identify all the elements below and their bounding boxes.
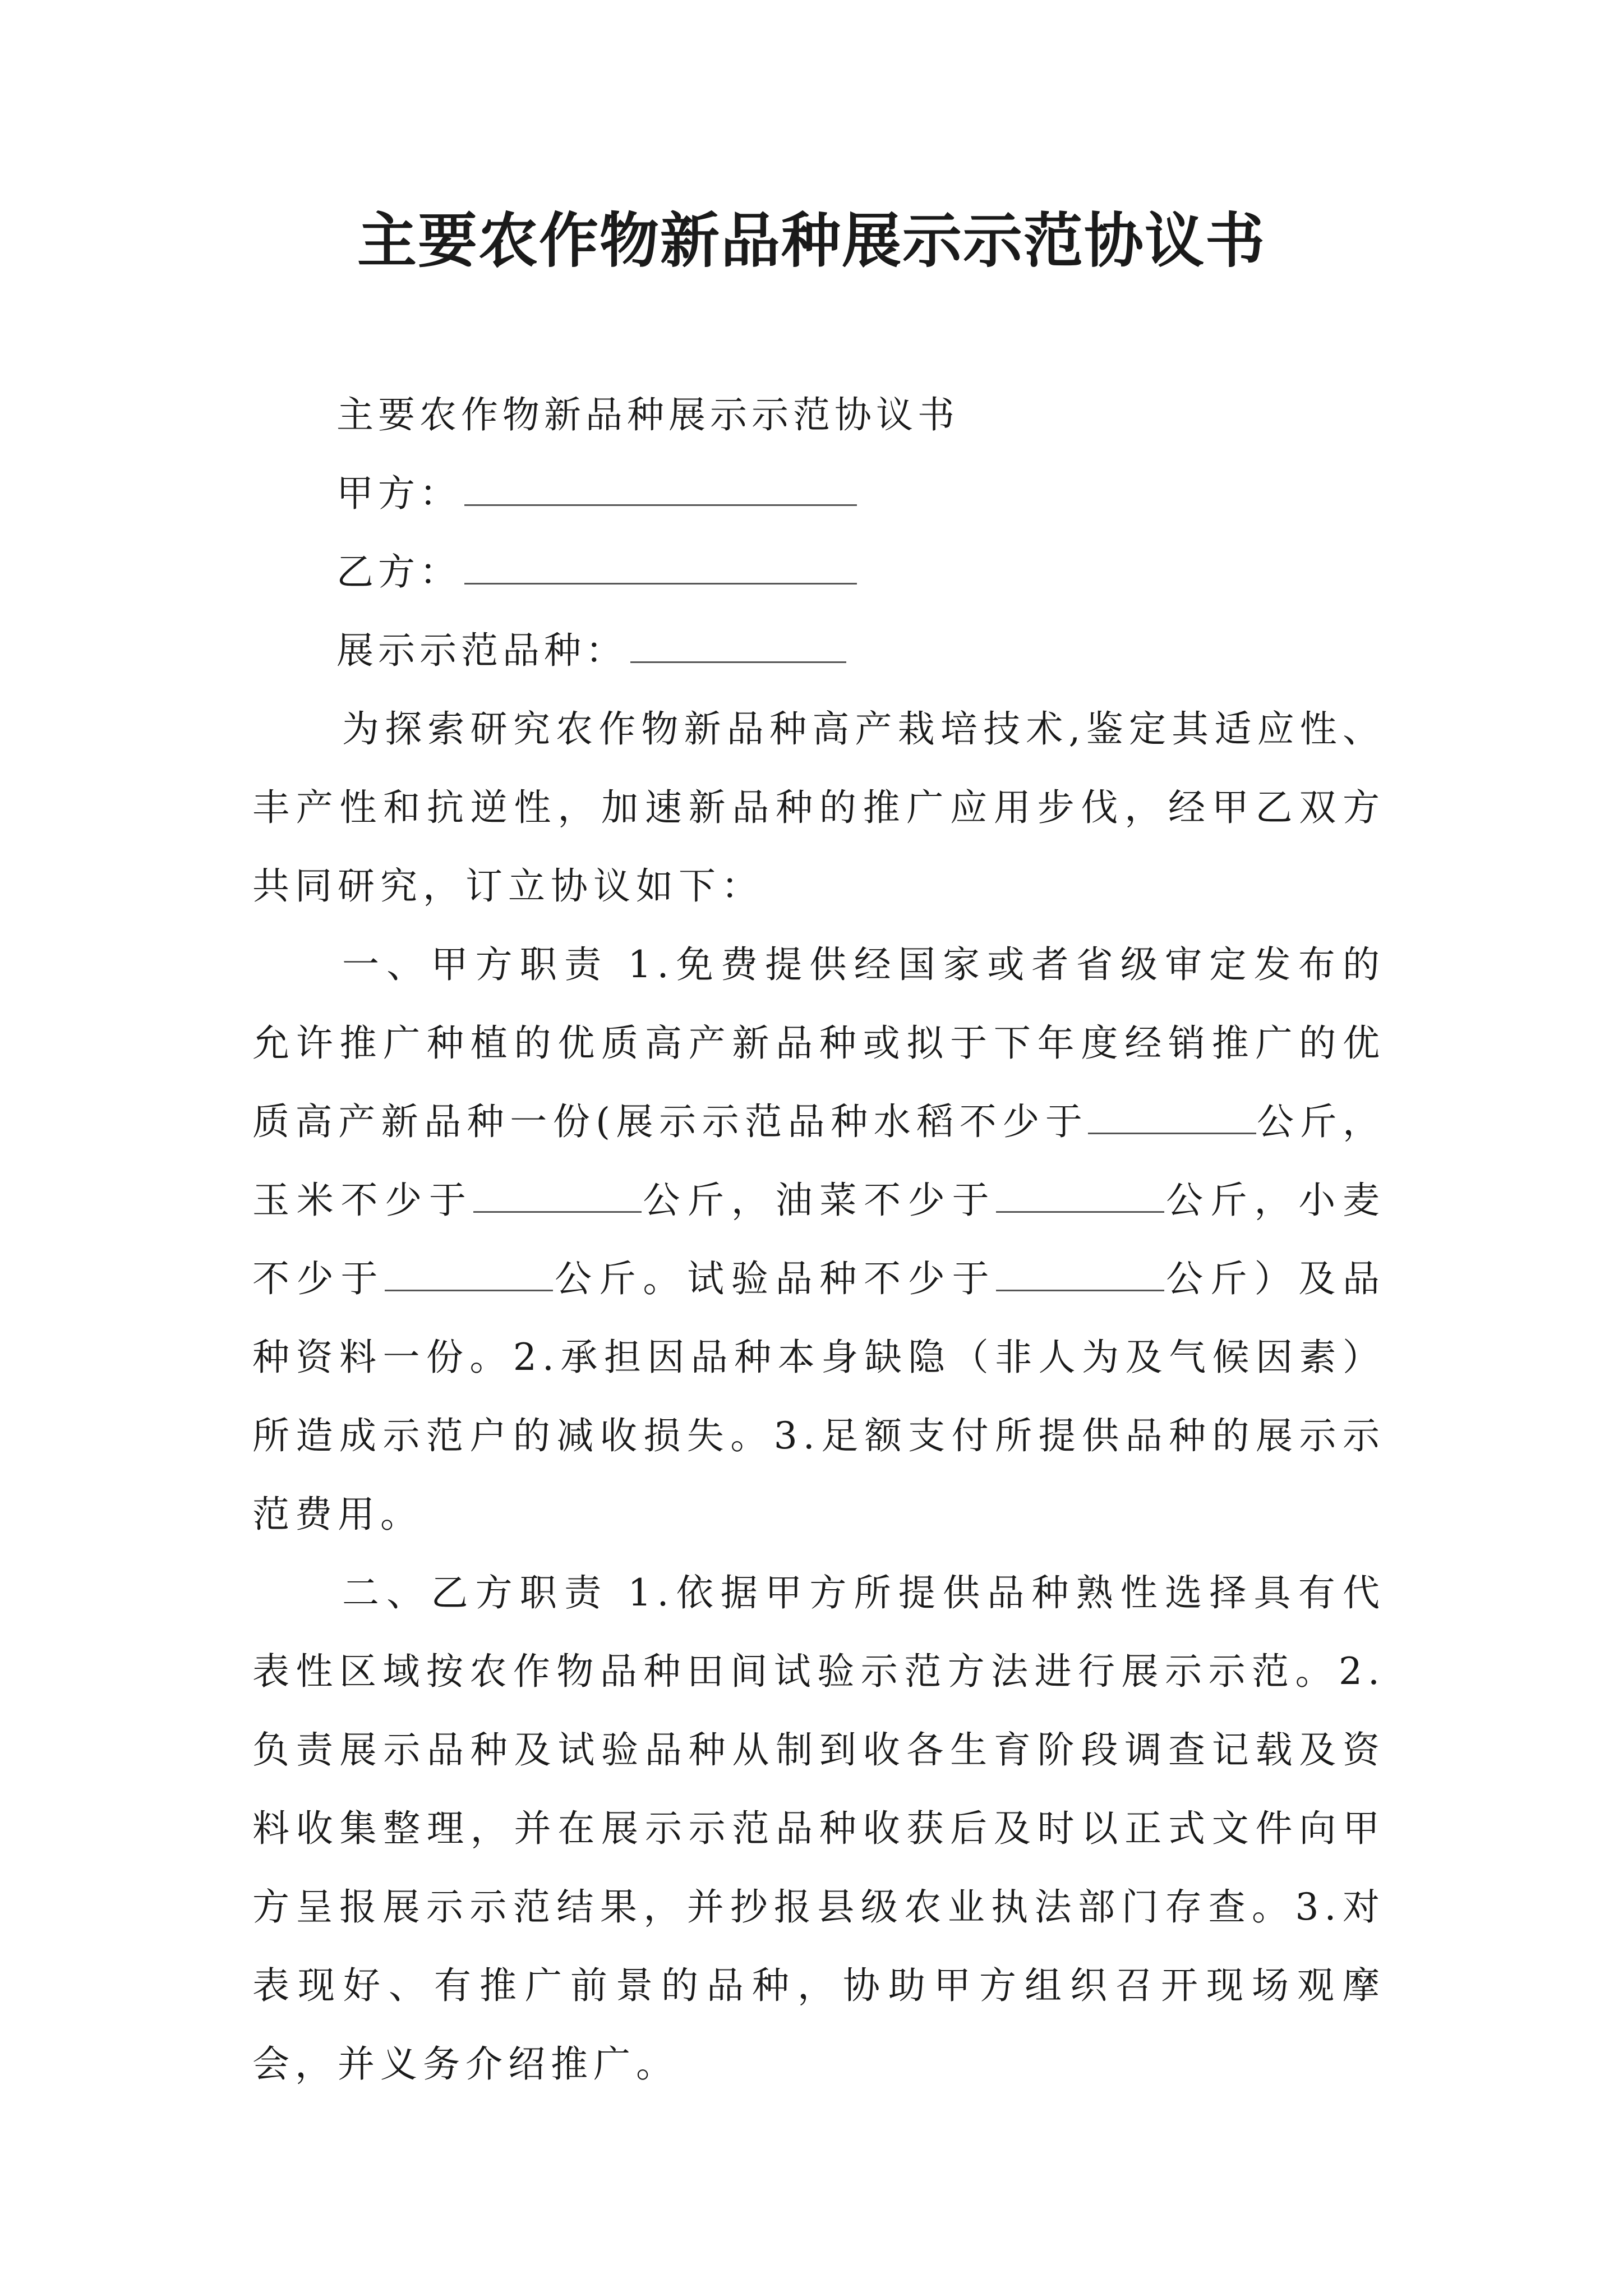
- section-1-text-3: 公斤，油菜不少于: [641, 1179, 997, 1222]
- party-a-blank[interactable]: [464, 472, 857, 506]
- document-body: [252, 376, 1385, 2104]
- document-subtitle: 主要农作物新品种展示示范协议书: [336, 393, 959, 436]
- party-b-line: [252, 533, 1385, 611]
- section-1-text-5: 公斤。试验品种不少于: [553, 1257, 997, 1300]
- section-1-text-4: 公斤，小麦不少于: [252, 1179, 1386, 1300]
- wheat-quantity-blank[interactable]: [385, 1258, 553, 1291]
- trial-variety-quantity-blank[interactable]: [996, 1258, 1164, 1291]
- section-1-text-2: 公斤，玉米不少于: [252, 1100, 1386, 1222]
- party-b-blank[interactable]: [464, 550, 857, 585]
- rapeseed-quantity-blank[interactable]: [996, 1180, 1164, 1213]
- party-a-label: 甲方：: [336, 472, 461, 515]
- corn-quantity-blank[interactable]: [473, 1180, 642, 1213]
- variety-blank[interactable]: [630, 629, 846, 663]
- party-b-label: 乙方：: [336, 550, 461, 593]
- intro-paragraph: 为探索研究农作物新品种高产栽培技术,鉴定其适应性、丰产性和抗逆性，加速新品种的推广应用步伐，经甲乙双方共同研究，订立协议如下：: [252, 707, 1385, 908]
- section-1-text-1: 一、甲方职责 1.免费提供经国家或者省级审定发布的允许推广种植的优质高产新品种或拟于下年度经销推广的优质高产新品种一份(展示示范品种水稻不少于: [252, 943, 1385, 1143]
- rice-quantity-blank[interactable]: [1088, 1101, 1256, 1134]
- variety-label: 展示示范品种：: [336, 629, 627, 672]
- section-1-paragraph: [252, 926, 1385, 1554]
- section-2-paragraph: 二、乙方职责 1.依据甲方所提供品种熟性选择具有代表性区域按农作物品种田间试验示范方法进行展示示范。2.负责展示品种及试验品种从制到收各生育阶段调查记载及资料收集整理，并在展示示范品种收获后及时以正式文件向甲方呈报展示示范结果，并抄报县级农业执法部门存查。3.对表现好、有推广前景的品种，协助甲方组织召开现场观摩会，并义务介绍推广。: [252, 1571, 1385, 2086]
- variety-line: [252, 611, 1385, 690]
- section-1-text-6: 公斤）及品种资料一份。2.承担因品种本身缺隐（非人为及气候因素）所造成示范户的减收损失。3.足额支付所提供品种的展示示范费用。: [252, 1257, 1386, 1536]
- party-a-line: [252, 454, 1385, 533]
- document-title: 主要农作物新品种展示示范协议书: [357, 206, 1266, 275]
